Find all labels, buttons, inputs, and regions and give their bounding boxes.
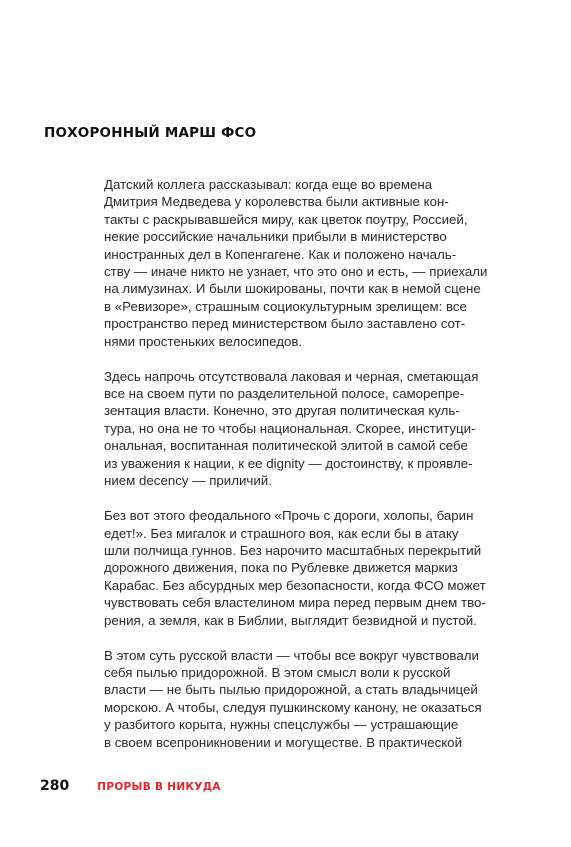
text-line: пространство перед министерством было заставлено сот- — [104, 316, 466, 332]
paragraph — [104, 368, 479, 490]
page-footer — [40, 778, 221, 794]
text-line: у разбитого корыта, нужны спецслужбы — устрашающие — [104, 717, 459, 733]
text-line: себя пылью придорожной. В этом смысл воли к русской — [104, 664, 451, 680]
page-number: 280 — [40, 778, 70, 794]
text-line: ству — иначе никто не узнает, что это оно и есть, — приехали — [104, 264, 488, 280]
text-line: рения, а земля, как в Библии, выглядит безвидной и пустой. — [104, 612, 477, 628]
text-line: из уважения к нации, к ее dignity — достоинству, к проявле- — [104, 455, 473, 471]
text-line: Карабас. Без абсурдных мер безопасности, когда ФСО может — [104, 577, 486, 593]
text-line: Дмитрия Медведева у королевства были активные кон- — [104, 194, 449, 210]
text-line: в своем всепроникновении и могуществе. В практической — [104, 734, 463, 750]
paragraph — [104, 647, 482, 751]
text-line: власти — не быть пылью придорожной, а стать владычицей — [104, 682, 478, 698]
text-line: Датский коллега рассказывал: когда еще во времена — [104, 177, 433, 192]
text-line: нием decency — приличий. — [104, 473, 272, 489]
text-line: Без вот этого феодального «Прочь с дороги, холопы, барин — [104, 508, 474, 524]
body-text — [104, 176, 488, 769]
text-line: зентация власти. Конечно, это другая политическая куль- — [104, 403, 460, 419]
text-line: Здесь напрочь отсутствовала лаковая и черная, сметающая — [104, 368, 479, 384]
text-line: дорожного движения, пока по Рублевке движется маркиз — [104, 560, 458, 576]
section-title: ПОХОРОННЫЙ МАРШ ФСО — [44, 125, 257, 141]
running-title: ПРОРЫВ В НИКУДА — [97, 781, 221, 793]
text-line: иностранных дел в Копенгагене. Как и положено началь- — [104, 246, 457, 262]
text-line: некие российские начальники прибыли в министерство — [104, 229, 447, 245]
text-line: ональная, воспитанная политической элитой в самой себе — [104, 438, 468, 454]
text-line: едет!». Без мигалок и страшного воя, как если бы в атаку — [104, 525, 459, 541]
paragraph — [104, 176, 488, 350]
text-line: чувствовать себя властелином мира перед первым днем тво- — [104, 595, 486, 611]
text-line: В этом суть русской власти — чтобы все вокруг чувствовали — [104, 647, 479, 663]
text-line: нями простеньких велосипедов. — [104, 333, 303, 349]
text-line: тура, но она не то чтобы национальная. Скорее, институци- — [104, 420, 476, 436]
text-line: на лимузинах. И были шокированы, почти как в немой сцене — [104, 281, 481, 297]
text-line: шли полчища гуннов. Без нарочито масштабных перекрытий — [104, 542, 482, 558]
text-line: такты с раскрывавшейся миру, как цветок поутру, Россией, — [104, 211, 468, 227]
text-line: морскою. А чтобы, следуя пушкинскому канону, не оказаться — [104, 699, 482, 715]
text-line: все на своем пути по разделительной полосе, саморепре- — [104, 386, 465, 402]
paragraph — [104, 507, 486, 629]
text-line: в «Ревизоре», страшным социокультурным зрелищем: все — [104, 298, 467, 314]
